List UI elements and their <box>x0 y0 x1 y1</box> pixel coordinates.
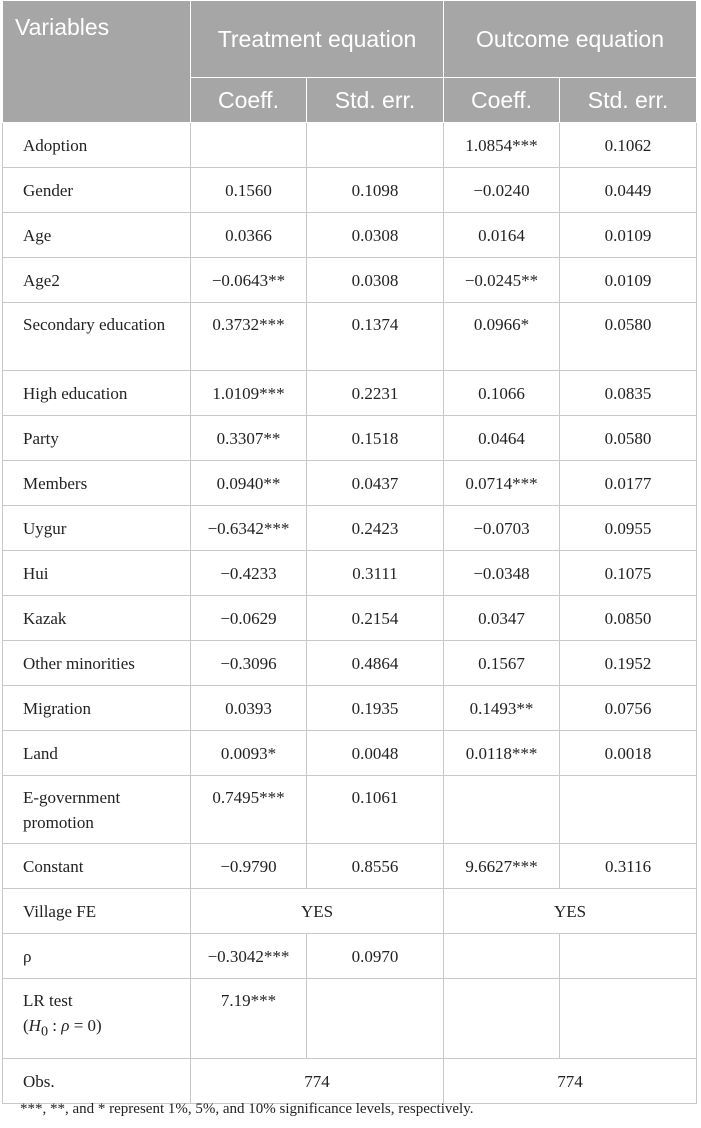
treatment-stderr: 0.0048 <box>307 731 444 776</box>
row-label: Age2 <box>3 258 191 303</box>
outcome-stderr: 0.0449 <box>560 168 697 213</box>
outcome-stderr: 0.0177 <box>560 461 697 506</box>
treatment-coeff: −0.9790 <box>191 844 307 889</box>
row-label <box>3 979 191 1059</box>
treatment-fe-value: YES <box>191 889 444 934</box>
table-row <box>3 258 697 303</box>
table-row <box>3 416 697 461</box>
treatment-stderr: 0.2154 <box>307 596 444 641</box>
treatment-stderr: 0.0308 <box>307 258 444 303</box>
row-label: Migration <box>3 686 191 731</box>
header-treatment-stderr: Std. err. <box>307 77 444 122</box>
row-label: ρ <box>3 934 191 979</box>
treatment-stderr: 0.0437 <box>307 461 444 506</box>
treatment-coeff: −0.3042*** <box>191 934 307 979</box>
outcome-coeff: −0.0348 <box>444 551 560 596</box>
outcome-coeff: 0.0164 <box>444 213 560 258</box>
table-row <box>3 776 697 844</box>
treatment-coeff: −0.4233 <box>191 551 307 596</box>
outcome-coeff <box>444 934 560 979</box>
outcome-stderr: 0.0756 <box>560 686 697 731</box>
row-label: Gender <box>3 168 191 213</box>
treatment-stderr: 0.1935 <box>307 686 444 731</box>
lr-test-hypothesis: ($H_0$ : ρ = 0) <box>23 1016 102 1040</box>
outcome-stderr: 0.0580 <box>560 416 697 461</box>
outcome-coeff: 0.0464 <box>444 416 560 461</box>
treatment-coeff: −0.0643** <box>191 258 307 303</box>
outcome-stderr <box>560 934 697 979</box>
treatment-coeff: −0.3096 <box>191 641 307 686</box>
outcome-stderr: 0.3116 <box>560 844 697 889</box>
header-outcome-coeff: Coeff. <box>444 77 560 122</box>
row-label: Secondary education <box>3 303 191 371</box>
treatment-coeff <box>191 123 307 168</box>
outcome-stderr: 0.0835 <box>560 371 697 416</box>
treatment-stderr: 0.1061 <box>307 776 444 844</box>
outcome-stderr: 0.0109 <box>560 213 697 258</box>
row-label: Hui <box>3 551 191 596</box>
outcome-coeff: −0.0245** <box>444 258 560 303</box>
row-label: E-government promotion <box>3 776 191 844</box>
treatment-stderr: 0.3111 <box>307 551 444 596</box>
treatment-stderr <box>307 979 444 1059</box>
row-label: Kazak <box>3 596 191 641</box>
outcome-stderr: 0.0955 <box>560 506 697 551</box>
table-row <box>3 731 697 776</box>
table-row <box>3 303 697 371</box>
header-treatment-equation: Treatment equation <box>191 1 444 78</box>
row-label: Adoption <box>3 123 191 168</box>
outcome-coeff: 0.1567 <box>444 641 560 686</box>
table-row <box>3 686 697 731</box>
outcome-stderr: 0.0018 <box>560 731 697 776</box>
outcome-coeff: −0.0703 <box>444 506 560 551</box>
table-footnote: ***, **, and * represent 1%, 5%, and 10% significance levels, respectively. <box>20 1101 474 1117</box>
lr-test-label: LR test <box>23 991 73 1010</box>
outcome-coeff: 0.0118*** <box>444 731 560 776</box>
outcome-stderr <box>560 776 697 844</box>
row-label: Land <box>3 731 191 776</box>
treatment-coeff: 0.7495*** <box>191 776 307 844</box>
outcome-coeff: 0.0714*** <box>444 461 560 506</box>
regression-table <box>2 0 697 1104</box>
outcome-coeff: 0.1493** <box>444 686 560 731</box>
row-label: Age <box>3 213 191 258</box>
treatment-stderr: 0.1098 <box>307 168 444 213</box>
outcome-coeff: 0.0347 <box>444 596 560 641</box>
outcome-stderr <box>560 979 697 1059</box>
treatment-stderr: 0.1518 <box>307 416 444 461</box>
row-label: Constant <box>3 844 191 889</box>
row-label: Members <box>3 461 191 506</box>
outcome-obs-value: 774 <box>444 1059 697 1104</box>
treatment-stderr <box>307 123 444 168</box>
table-row <box>3 641 697 686</box>
treatment-coeff: 0.3307** <box>191 416 307 461</box>
treatment-obs-value: 774 <box>191 1059 444 1104</box>
header-variables: Variables <box>3 1 191 123</box>
outcome-coeff <box>444 979 560 1059</box>
treatment-coeff: −0.6342*** <box>191 506 307 551</box>
outcome-stderr: 0.0850 <box>560 596 697 641</box>
treatment-coeff: −0.0629 <box>191 596 307 641</box>
outcome-stderr: 0.1075 <box>560 551 697 596</box>
outcome-coeff: 9.6627*** <box>444 844 560 889</box>
treatment-stderr: 0.8556 <box>307 844 444 889</box>
treatment-stderr: 0.4864 <box>307 641 444 686</box>
table-row <box>3 168 697 213</box>
rho-row <box>3 934 697 979</box>
outcome-coeff: 0.0966* <box>444 303 560 371</box>
treatment-coeff: 7.19*** <box>191 979 307 1059</box>
table-row <box>3 123 697 168</box>
table-row <box>3 844 697 889</box>
row-label: High education <box>3 371 191 416</box>
outcome-stderr: 0.0109 <box>560 258 697 303</box>
outcome-coeff <box>444 776 560 844</box>
outcome-coeff: 1.0854*** <box>444 123 560 168</box>
row-label: Uygur <box>3 506 191 551</box>
outcome-coeff: −0.0240 <box>444 168 560 213</box>
outcome-stderr: 0.1952 <box>560 641 697 686</box>
row-label: Party <box>3 416 191 461</box>
table-row <box>3 213 697 258</box>
outcome-fe-value: YES <box>444 889 697 934</box>
table-row <box>3 461 697 506</box>
table-row <box>3 551 697 596</box>
treatment-stderr: 0.2423 <box>307 506 444 551</box>
table-row <box>3 506 697 551</box>
outcome-stderr: 0.1062 <box>560 123 697 168</box>
village-fe-row <box>3 889 697 934</box>
table-row <box>3 371 697 416</box>
treatment-stderr: 0.0970 <box>307 934 444 979</box>
lr-test-row <box>3 979 697 1059</box>
header-treatment-coeff: Coeff. <box>191 77 307 122</box>
table-row <box>3 596 697 641</box>
treatment-coeff: 1.0109*** <box>191 371 307 416</box>
treatment-stderr: 0.1374 <box>307 303 444 371</box>
header-outcome-equation: Outcome equation <box>444 1 697 78</box>
treatment-coeff: 0.3732*** <box>191 303 307 371</box>
treatment-coeff: 0.0093* <box>191 731 307 776</box>
row-label: Village FE <box>3 889 191 934</box>
treatment-stderr: 0.0308 <box>307 213 444 258</box>
row-label: Obs. <box>3 1059 191 1104</box>
obs-row <box>3 1059 697 1104</box>
treatment-coeff: 0.0940** <box>191 461 307 506</box>
outcome-stderr: 0.0580 <box>560 303 697 371</box>
outcome-coeff: 0.1066 <box>444 371 560 416</box>
treatment-coeff: 0.1560 <box>191 168 307 213</box>
treatment-stderr: 0.2231 <box>307 371 444 416</box>
header-outcome-stderr: Std. err. <box>560 77 697 122</box>
row-label: Other minorities <box>3 641 191 686</box>
treatment-coeff: 0.0366 <box>191 213 307 258</box>
treatment-coeff: 0.0393 <box>191 686 307 731</box>
